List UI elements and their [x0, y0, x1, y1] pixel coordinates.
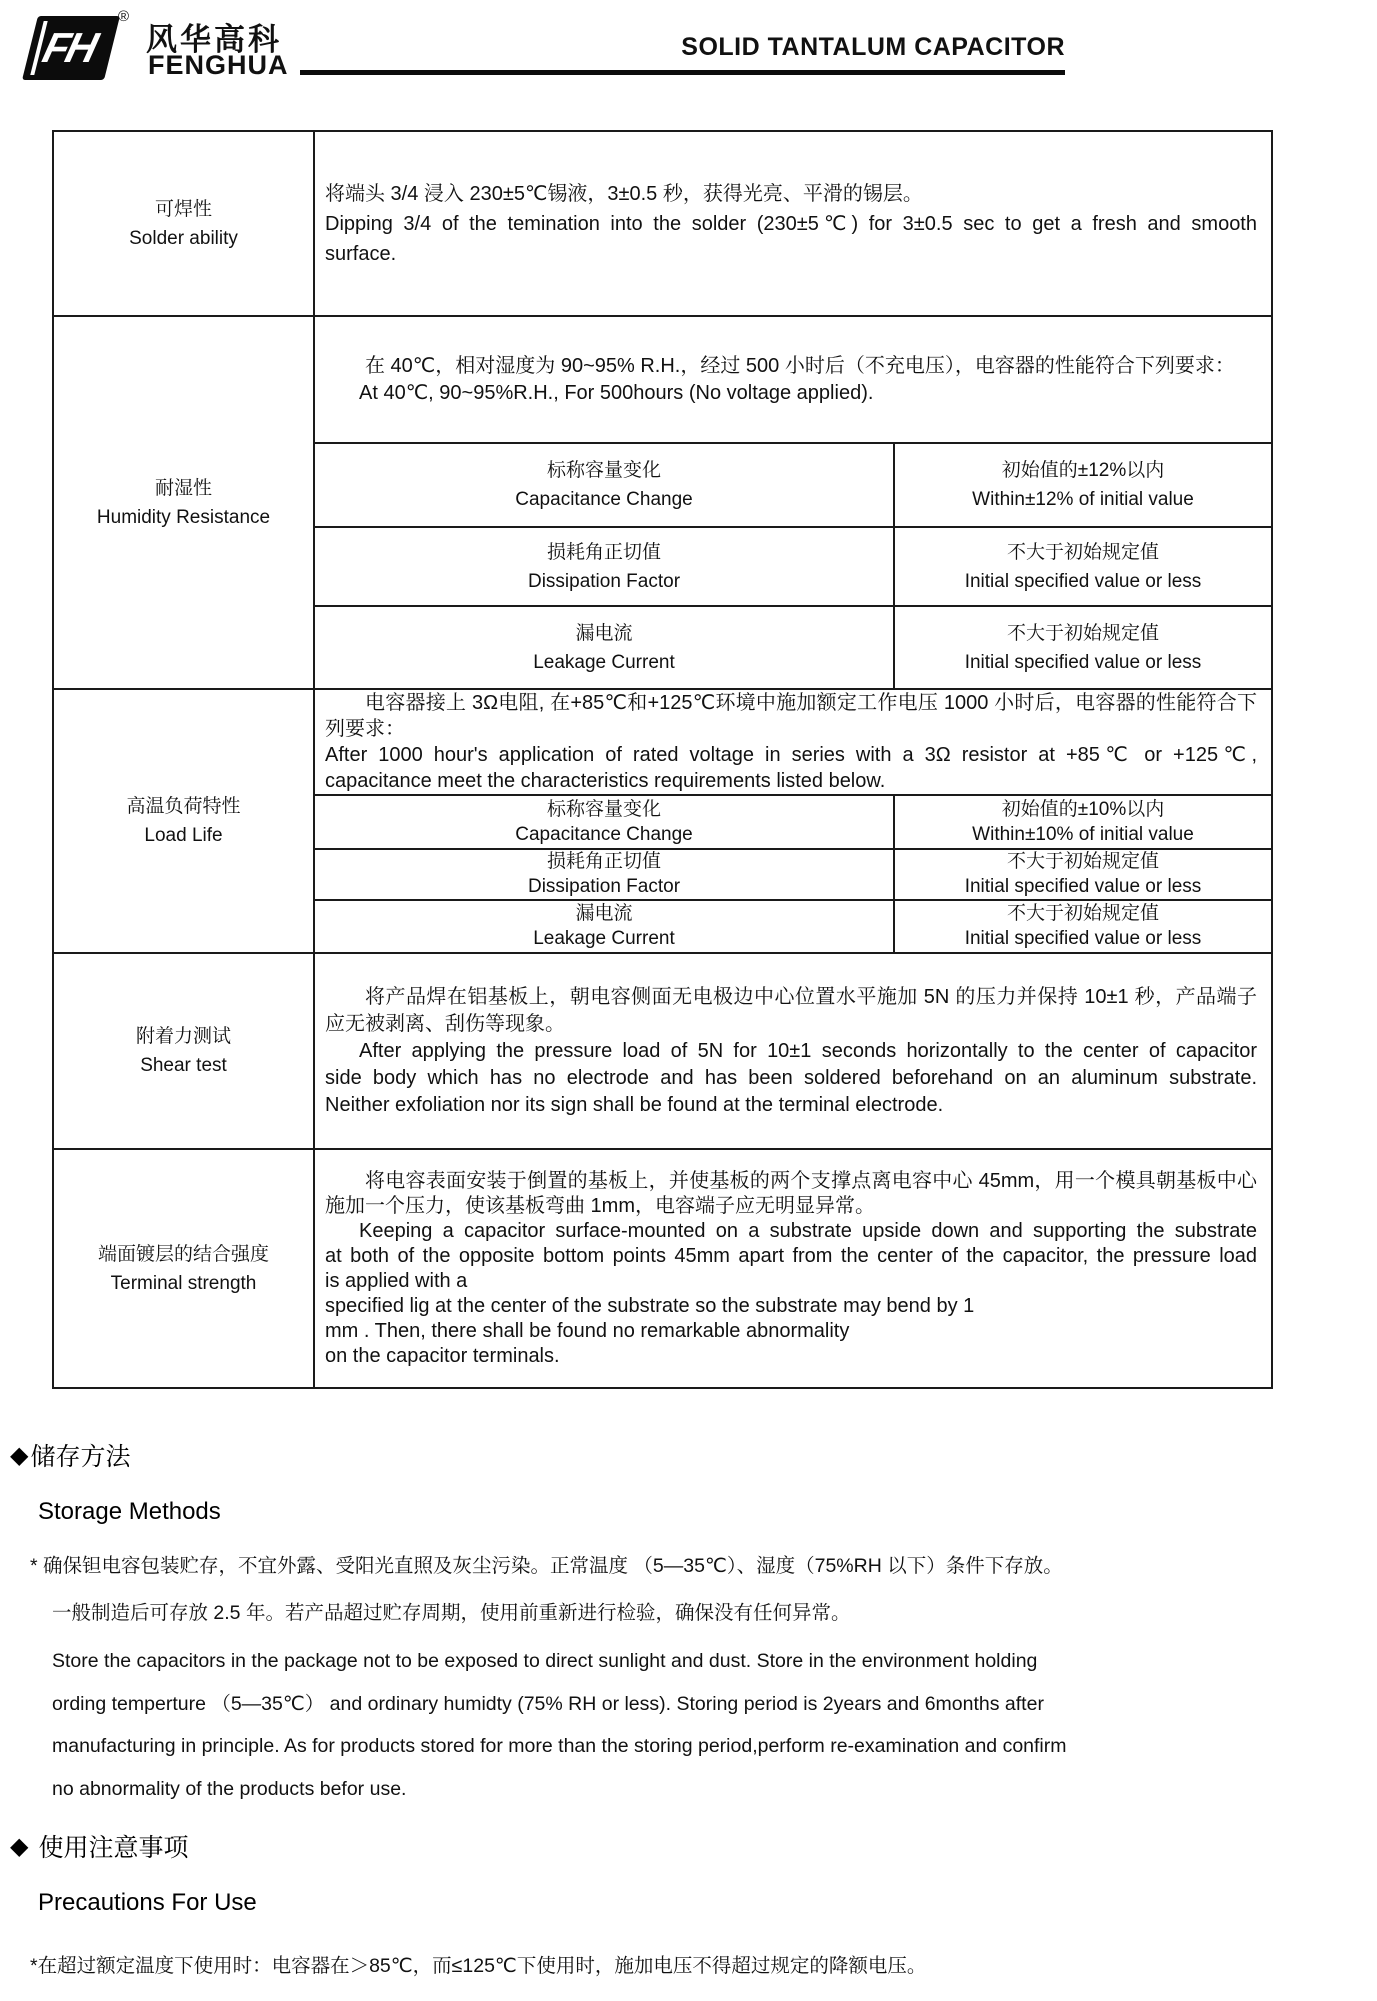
solder-desc-cn: 将端头 3/4 浸入 230±5℃锡液，3±0.5 秒，获得光亮、平滑的锡层。 — [325, 182, 923, 205]
sub-item-en: Dissipation Factor — [527, 570, 681, 592]
terminal-desc-en-line5: mm . Then, there shall be found no remarkable abnormality — [325, 1319, 850, 1342]
loadlife-subrow-capacitance — [315, 794, 1271, 848]
logo-fh-letters: FH — [38, 24, 100, 71]
sub-item-cn: 漏电流 — [575, 622, 633, 644]
sub-item-cell — [315, 607, 895, 688]
loadlife-subrow-dissipation — [315, 848, 1271, 899]
sub-item-en: Leakage Current — [533, 928, 675, 950]
solder-desc-en-line1: Dipping 3/4 of the temination into the solder (230±5℃) for 3±0.5 sec to get a fresh and smooth — [325, 212, 1257, 235]
sub-req-en: Initial specified value or less — [964, 570, 1202, 592]
row-label-terminal-strength — [54, 1150, 315, 1387]
row-content-load-life — [315, 690, 1271, 952]
shear-desc-en-line2: side body which has no electrode and has been soldered beforehand on an aluminum substrate. — [325, 1066, 1257, 1089]
row-content-terminal-strength — [315, 1150, 1271, 1387]
sub-item-cell — [315, 528, 895, 606]
storage-heading-cn-text: 储存方法 — [30, 1443, 131, 1471]
storage-en-line1: Store the capacitors in the package not to be exposed to direct sunlight and dust. Store in the environment holding — [52, 1650, 1038, 1672]
row-label-solder-ability — [54, 132, 315, 315]
sub-req-cell — [895, 528, 1271, 606]
spec-table — [52, 130, 1273, 1389]
humidity-condition-block — [315, 317, 1271, 442]
diamond-bullet-icon: ◆ — [10, 1441, 29, 1469]
sub-req-cn: 初始值的±12%以内 — [1001, 460, 1165, 482]
row-label-en: Solder ability — [129, 227, 238, 249]
sub-req-cell — [895, 796, 1271, 848]
registered-trademark-icon: ® — [118, 8, 130, 25]
row-label-cn: 高温负荷特性 — [126, 796, 241, 817]
storage-paragraph-en — [52, 1640, 1067, 1810]
loadlife-desc-en-line1: After 1000 hour's application of rated voltage in series with a 3Ω resistor at +85℃ or +125℃, — [325, 744, 1257, 766]
sub-req-en: Within±12% of initial value — [972, 489, 1194, 511]
terminal-desc-en-line6: on the capacitor terminals. — [325, 1344, 560, 1367]
table-row-load-life — [54, 688, 1271, 952]
row-label-cn: 端面镀层的结合强度 — [97, 1243, 269, 1265]
table-row-solder-ability — [54, 132, 1271, 315]
storage-line1-cn: * 确保钽电容包装贮存，不宜外露、受阳光直照及灰尘污染。正常温度 （5—35℃）、湿度（75%RH 以下）条件下存放。 — [30, 1555, 1063, 1577]
sub-item-en: Leakage Current — [533, 651, 675, 673]
logo-company-name-cn: 风华高科 — [146, 22, 282, 57]
row-label-en: Shear test — [140, 1055, 227, 1076]
loadlife-desc-en-line2: capacitance meet the characteristics requirements listed below. — [325, 770, 886, 792]
shear-desc-en-line3: Neither exfoliation nor its sign shall be found at the terminal electrode. — [325, 1093, 944, 1116]
sub-req-cn: 不大于初始规定值 — [1006, 903, 1159, 925]
precautions-heading-cn-text: 使用注意事项 — [38, 1834, 189, 1862]
storage-en-line3: manufacturing in principle. As for products stored for more than the storing period,perform re-examination and confirm — [52, 1735, 1067, 1757]
terminal-desc-en-line4: specified lig at the center of the substrate so the substrate may bend by 1 — [325, 1294, 975, 1317]
row-content-solder-ability — [315, 132, 1271, 315]
row-label-en: Load Life — [144, 825, 223, 846]
precautions-line1-cn: *在超过额定温度下使用时：电容器在＞85℃，而≤125℃下使用时，施加电压不得超过规定的降额电压。 — [30, 1955, 927, 1977]
sub-item-cn: 漏电流 — [575, 903, 633, 925]
loadlife-condition-block — [315, 690, 1271, 794]
sub-item-en: Capacitance Change — [515, 823, 693, 845]
logo-company-name-en: FENGHUA — [148, 50, 289, 80]
row-label-cn: 附着力测试 — [135, 1026, 231, 1047]
row-label-shear-test — [54, 954, 315, 1148]
sub-item-en: Capacitance Change — [515, 489, 693, 511]
sub-req-en: Initial specified value or less — [964, 928, 1202, 950]
storage-methods-heading-cn — [10, 1437, 130, 1473]
storage-en-line2: ording temperture （5—35℃） and ordinary humidty (75% RH or less). Storing period is 2years and 6months after — [52, 1692, 1044, 1715]
row-label-load-life — [54, 690, 315, 952]
sub-item-cn: 损耗角正切值 — [546, 541, 661, 563]
shear-desc-cn: 将产品焊在铝基板上，朝电容侧面无电极边中心位置水平施加 5N 的压力并保持 10±1 秒，产品端子应无被剥离、刮伤等现象。 — [325, 985, 1257, 1035]
sub-req-cell — [895, 901, 1271, 953]
sub-req-cn: 初始值的±10%以内 — [1001, 798, 1165, 820]
row-label-cn: 可焊性 — [154, 198, 212, 220]
storage-en-line4: no abnormality of the products befor use. — [52, 1777, 407, 1800]
sub-req-en: Within±10% of initial value — [972, 823, 1194, 845]
row-content-humidity-resistance — [315, 317, 1271, 688]
humidity-subrow-leakage — [315, 605, 1271, 688]
table-row-shear-test — [54, 952, 1271, 1148]
sub-item-en: Dissipation Factor — [527, 876, 681, 897]
page-header — [0, 0, 1377, 100]
storage-line2-cn: 一般制造后可存放 2.5 年。若产品超过贮存周期，使用前重新进行检验，确保没有任何异常。 — [52, 1602, 851, 1624]
table-row-humidity-resistance — [54, 315, 1271, 688]
sub-req-cn: 不大于初始规定值 — [1006, 622, 1159, 644]
fenghua-logo-icon — [22, 16, 120, 80]
humidity-subrow-dissipation — [315, 526, 1271, 606]
document-title: SOLID TANTALUM CAPACITOR — [681, 33, 1065, 61]
terminal-desc-cn: 将电容表面安装于倒置的基板上，并使基板的两个支撑点离电容中心 45mm，用一个模具朝基板中心施加一个压力，使该基板弯曲 1mm，电容端子应无明显异常。 — [325, 1169, 1257, 1217]
solder-desc-en-line2: surface. — [325, 242, 397, 265]
row-label-humidity-resistance — [54, 317, 315, 688]
sub-item-cn: 标称容量变化 — [546, 798, 661, 820]
sub-item-cn: 损耗角正切值 — [546, 851, 661, 872]
sub-item-cell — [315, 901, 895, 953]
humidity-desc-cn: 在 40℃，相对湿度为 90~95% R.H.，经过 500 小时后（不充电压），电容器的性能符合下列要求： — [365, 355, 1235, 378]
sub-req-cell — [895, 850, 1271, 899]
terminal-desc-en-line2: at both of the opposite bottom points 45mm apart from the center of the capacitor, the pressure load — [325, 1244, 1257, 1267]
sub-item-cell — [315, 796, 895, 848]
humidity-desc-en: At 40℃, 90~95%R.H., For 500hours (No voltage applied). — [359, 382, 874, 405]
sub-req-cell — [895, 607, 1271, 688]
row-label-en: Terminal strength — [110, 1272, 257, 1294]
sub-item-cn: 标称容量变化 — [546, 460, 661, 482]
row-label-en: Humidity Resistance — [96, 506, 271, 528]
terminal-desc-en-line1: Keeping a capacitor surface-mounted on a substrate upside down and supporting the substrate — [359, 1219, 1257, 1242]
sub-item-cell — [315, 444, 895, 526]
precautions-heading-cn — [10, 1828, 188, 1864]
humidity-subrow-capacitance — [315, 442, 1271, 526]
row-label-cn: 耐湿性 — [154, 477, 212, 499]
diamond-bullet-icon: ◆ — [10, 1832, 29, 1860]
loadlife-subrow-leakage — [315, 899, 1271, 953]
shear-desc-en-line1: After applying the pressure load of 5N for 10±1 seconds horizontally to the center of capacitor — [359, 1039, 1257, 1062]
storage-methods-heading-en: Storage Methods — [38, 1498, 221, 1525]
sub-req-cn: 不大于初始规定值 — [1006, 851, 1159, 872]
sub-item-cell — [315, 850, 895, 899]
table-row-terminal-strength — [54, 1148, 1271, 1387]
loadlife-desc-cn: 电容器接上 3Ω电阻, 在+85℃和+125℃环境中施加额定工作电压 1000 小时后，电容器的性能符合下列要求： — [325, 692, 1257, 740]
sub-req-en: Initial specified value or less — [964, 651, 1202, 673]
header-rule — [300, 70, 1065, 75]
sub-req-cn: 不大于初始规定值 — [1006, 541, 1159, 563]
row-content-shear-test — [315, 954, 1271, 1148]
sub-req-cell — [895, 444, 1271, 526]
precautions-heading-en: Precautions For Use — [38, 1889, 257, 1916]
terminal-desc-en-line3: is applied with a — [325, 1269, 468, 1292]
sub-req-en: Initial specified value or less — [964, 876, 1202, 897]
